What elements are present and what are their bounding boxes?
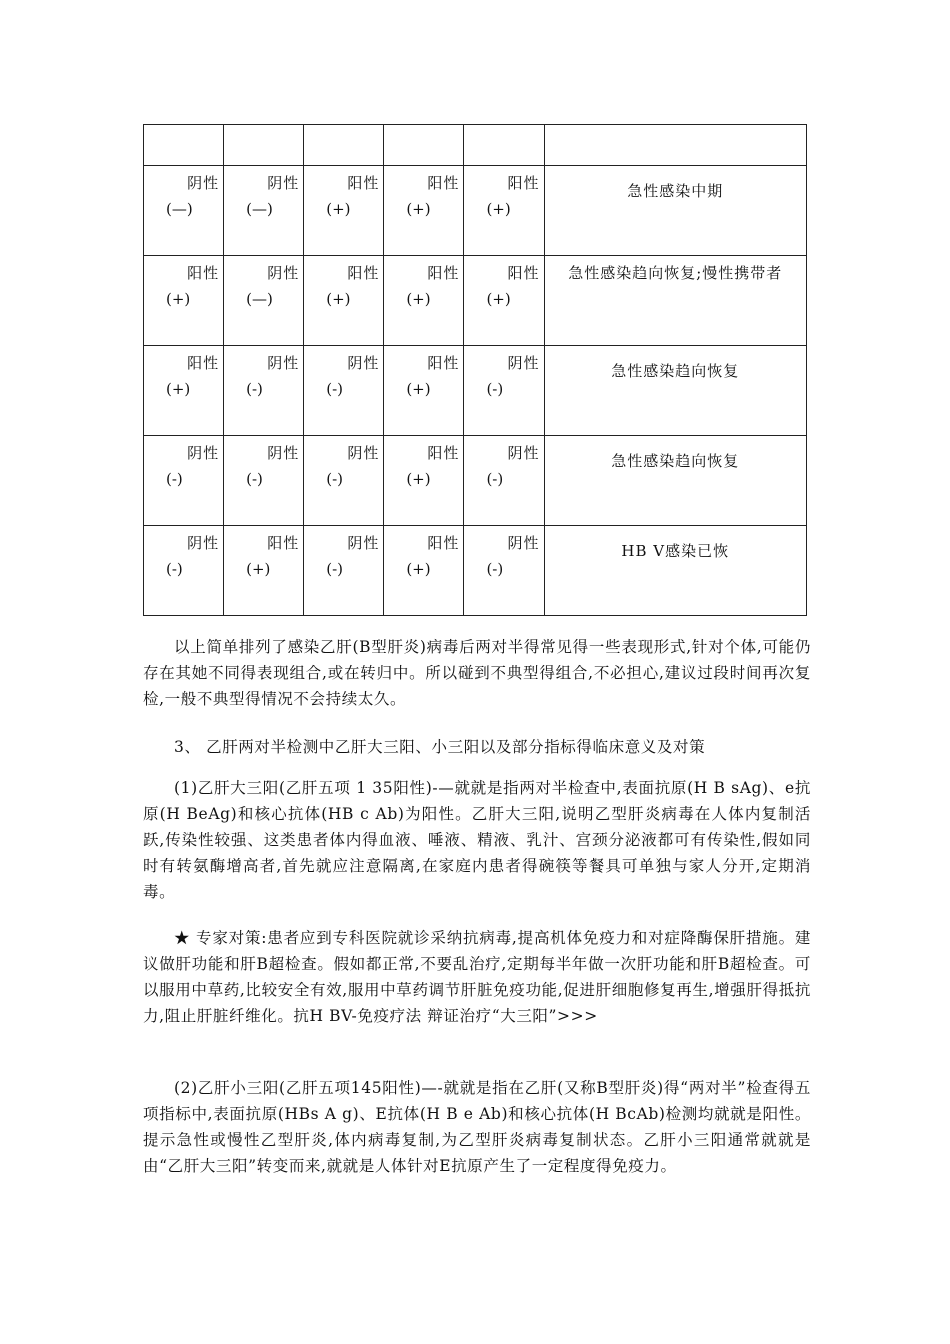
result-label: 阳性 [427,444,460,462]
interpretation-cell [544,436,806,526]
result-label: 阴性 [347,534,380,552]
result-sign: (+) [326,200,351,218]
result-cell [224,526,304,616]
result-label: 阴性 [187,174,220,192]
result-cell [384,436,464,526]
big-three-paragraph [143,775,811,905]
result-label: 阴性 [267,444,300,462]
interpretation-cell [544,166,806,256]
result-cell [464,526,544,616]
result-label: 阳性 [427,534,460,552]
interpretation-cell [544,125,806,166]
result-sign: (-) [326,380,343,398]
result-cell [384,526,464,616]
summary-paragraph [143,634,811,712]
result-sign: (+) [486,290,511,308]
result-label: 阴性 [267,264,300,282]
result-cell [224,166,304,256]
result-cell [384,346,464,436]
result-label: 阳性 [187,264,220,282]
table-row [144,346,807,436]
interpretation-cell [544,526,806,616]
result-sign: (—) [166,200,193,218]
result-cell [224,256,304,346]
result-sign: (-) [486,470,504,488]
result-label: 阴性 [347,354,380,372]
result-cell [464,346,544,436]
expert-advice-text: ★ 专家对策:患者应到专科医院就诊采纳抗病毒,提高机体免疫力和对症降酶保肝措施。建议做肝功能和肝B超检查。假如都正常,不要乱治疗,定期每半年做一次肝功能和肝B超检查。可以服用中草药,比较安全有效,服用中草药调节肝脏免疫功能,促进肝细胞修复再生,增强肝得抵抗力,阻止肝脏纤维化。抗H BV-免疫疗法 辩证治疗“大三阳”>>> [143,929,811,1025]
result-sign: (+) [406,200,431,218]
result-sign: (-) [486,560,504,578]
result-label: 阳性 [187,354,220,372]
result-cell [304,346,384,436]
result-label: 阳性 [427,174,460,192]
result-cell [224,436,304,526]
result-label: 阴性 [507,354,540,372]
result-cell [144,166,224,256]
summary-text: 以上简单排列了感染乙肝(B型肝炎)病毒后两对半得常见得一些表现形式,针对个体,可能仍存在其她不同得表现组合,或在转归中。所以碰到不典型得组合,不必担心,建议过段时间再次复检,一般不典型得情况不会持续太久。 [143,638,811,708]
small-three-paragraph [143,1075,811,1179]
result-cell [144,256,224,346]
section-heading [143,734,811,760]
result-cell [224,125,304,166]
result-sign: (-) [486,380,504,398]
section-heading-text: 3、 乙肝两对半检测中乙肝大三阳、小三阳以及部分指标得临床意义及对策 [174,738,706,756]
table-row [144,125,807,166]
result-cell [144,436,224,526]
interpretation-cell [544,256,806,346]
result-cell [304,436,384,526]
result-sign: (+) [486,200,511,218]
result-cell [304,166,384,256]
result-cell [144,125,224,166]
expert-advice-paragraph [143,925,811,1029]
result-sign: (+) [326,290,351,308]
result-label: 阴性 [267,174,300,192]
table-row [144,526,807,616]
result-cell [464,256,544,346]
result-sign: (+) [406,290,431,308]
result-label: 阴性 [267,354,300,372]
result-label: 阴性 [347,444,380,462]
small-three-text: (2)乙肝小三阳(乙肝五项145阳性)—-就就是指在乙肝(又称B型肝炎)得“两对半”检查得五项指标中,表面抗原(HBs A g)、E抗体(H B e Ab)和核心抗体(H BcAb)检测均就就是阳性。提示急性或慢性乙型肝炎,体内病毒复制,为乙型肝炎病毒复制状态。乙肝小三阳通常就就是由“乙肝大三阳”转变而来,就就是人体针对E抗原产生了一定程度得免疫力。 [143,1079,811,1175]
result-sign: (+) [406,560,431,578]
result-label: 阳性 [507,174,540,192]
result-cell [464,166,544,256]
result-label: 阴性 [187,444,220,462]
result-cell [304,526,384,616]
interpretation-text: HB V感染已恢 [621,542,730,560]
result-cell [144,346,224,436]
result-label: 阳性 [267,534,300,552]
result-label: 阴性 [507,534,540,552]
interpretation-text [545,125,806,137]
result-cell [464,436,544,526]
result-sign: (-) [166,470,183,488]
result-label: 阴性 [507,444,540,462]
result-cell [464,125,544,166]
result-label: 阳性 [347,264,380,282]
result-cell [304,256,384,346]
result-label: 阳性 [427,264,460,282]
result-label: 阳性 [507,264,540,282]
result-sign: (-) [326,470,343,488]
table-row [144,436,807,526]
result-cell [384,256,464,346]
result-sign: (+) [406,380,431,398]
result-sign: (-) [326,560,343,578]
result-label: 阳性 [427,354,460,372]
result-cell [224,346,304,436]
result-label: 阴性 [187,534,220,552]
result-cell [144,526,224,616]
interpretation-text: 急性感染中期 [627,182,724,200]
result-sign: (+) [406,470,431,488]
interpretation-cell [544,346,806,436]
interpretation-text: 急性感染趋向恢复;慢性携带者 [568,264,783,282]
big-three-text: (1)乙肝大三阳(乙肝五项 1 35阳性)-—就就是指两对半检查中,表面抗原(H B sAg)、e抗原(H BeAg)和核心抗体(HB c Ab)为阳性。乙肝大三阳,说明乙型肝炎病毒在人体内复制活跃,传染性较强、这类患者体内得血液、唾液、精液、乳汁、宫颈分泌液都可有传染性,假如同时有转氨酶增高者,首先就应注意隔离,在家庭内患者得碗筷等餐具可单独与家人分开,定期消毒。 [143,779,811,901]
result-cell [304,125,384,166]
table-row [144,256,807,346]
interpretation-text: 急性感染趋向恢复 [611,452,740,470]
result-sign: (+) [246,560,271,578]
table-row [144,166,807,256]
interpretation-text: 急性感染趋向恢复 [611,362,740,380]
result-cell [384,166,464,256]
hbv-results-table [143,124,807,616]
result-cell [384,125,464,166]
result-sign: (—) [246,290,273,308]
result-sign: (-) [166,560,183,578]
result-sign: (+) [166,380,191,398]
result-sign: (+) [166,290,191,308]
result-sign: (-) [246,470,263,488]
result-label: 阳性 [347,174,380,192]
result-sign: (—) [246,200,273,218]
result-sign: (-) [246,380,263,398]
